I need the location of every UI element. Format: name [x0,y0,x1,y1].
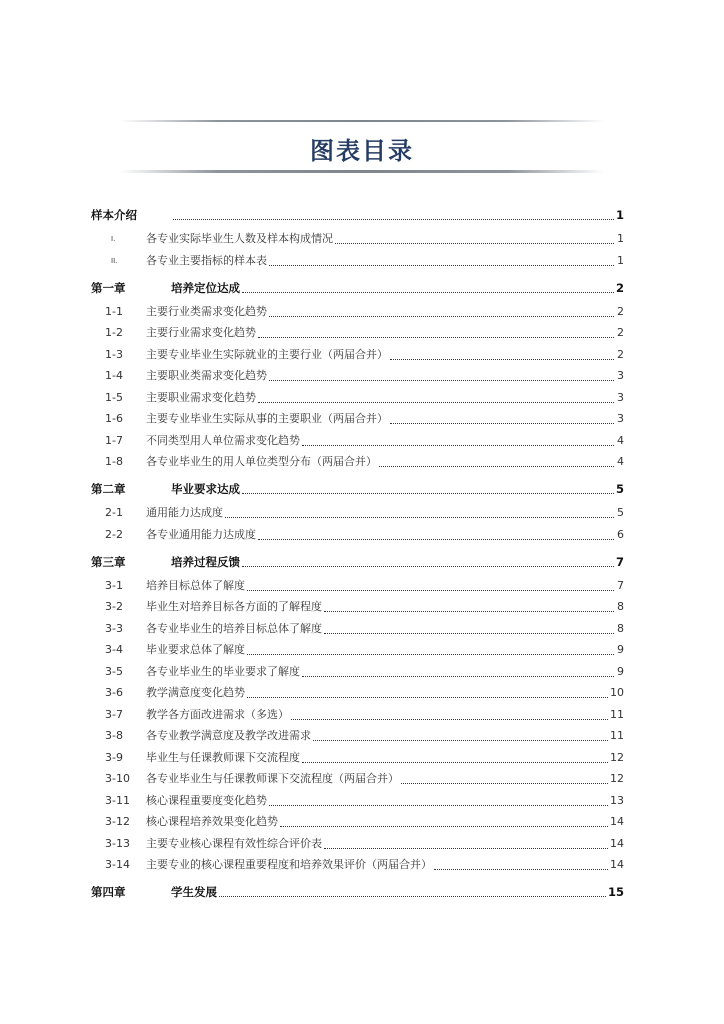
toc-page-number: 14 [610,815,624,828]
toc-page-number: 14 [610,836,624,850]
toc-dot-leader [258,401,614,403]
toc-entry-row[interactable] [91,708,624,722]
toc-entry-row[interactable] [91,391,624,405]
toc-entry-label: 核心课程培养效果变化趋势 [146,815,278,828]
toc-dot-leader [302,675,614,677]
toc-dot-leader [434,868,608,870]
toc-entry-row[interactable] [91,815,624,829]
toc-entry-label: 主要行业类需求变化趋势 [146,304,267,318]
toc-dot-leader [247,653,614,655]
toc-entry-label: 主要行业需求变化趋势 [146,326,256,339]
toc-page-number: 2 [617,326,624,339]
toc-entry-row[interactable] [91,665,624,679]
toc-page-number: 14 [610,858,624,871]
toc-entry-label: 学生发展 [171,885,217,899]
toc-entry-number: 1-6 [105,412,123,425]
toc-page-number: 1 [615,208,624,222]
toc-entry-row[interactable] [91,369,624,383]
toc-dot-leader [173,218,614,220]
toc-entry-row[interactable] [91,506,624,520]
toc-entry-label: 不同类型用人单位需求变化趋势 [146,433,300,447]
toc-entry-label: 主要职业需求变化趋势 [146,390,256,404]
toc-entry-row[interactable] [91,579,624,593]
toc-page-number: 12 [610,772,624,785]
toc-dot-leader [225,516,614,518]
toc-entry-label: 各专业毕业生的培养目标总体了解度 [146,621,322,635]
toc-dot-leader [280,825,608,827]
toc-entry-number: 3-3 [105,621,123,635]
toc-entry-label: 教学满意度变化趋势 [146,686,245,699]
toc-entry-label: 各专业通用能力达成度 [146,527,256,541]
toc-entry-label: 主要专业毕业生实际就业的主要行业（两届合并） [146,347,388,361]
toc-entry-number: 3-10 [105,772,130,785]
toc-entry-label: 主要专业的核心课程重要程度和培养效果评价（两届合并） [146,858,432,871]
toc-entry-number: 第三章 [91,554,126,569]
toc-entry-label: 毕业要求达成 [171,482,240,496]
toc-entry-number: 3-11 [105,793,130,807]
toc-page-number: 13 [610,793,624,807]
toc-dot-leader [302,761,608,763]
toc-entry-row[interactable] [91,326,624,340]
toc-entry-row[interactable] [91,622,624,636]
toc-entry-number: 样本介绍 [91,208,137,222]
toc-dot-leader [269,804,608,806]
toc-page-number: 4 [617,455,624,468]
title-rule-top [120,120,604,122]
toc-entry-label: 毕业生与任课教师课下交流程度 [146,750,300,764]
toc-entry-label: 核心课程重要度变化趋势 [146,793,267,807]
toc-page-number: 9 [617,664,624,678]
toc-entry-label: 各专业教学满意度及教学改进需求 [146,729,311,742]
toc-entry-number: 1-8 [105,455,123,468]
toc-dot-leader [269,264,614,266]
toc-dot-leader [302,444,614,446]
toc-entry-label: 主要专业核心课程有效性综合评价表 [146,836,322,850]
toc-page-number: 1 [617,232,624,245]
toc-entry-number: 1-4 [105,369,123,382]
toc-dot-leader [242,291,614,293]
toc-entry-number: 3-1 [105,578,123,592]
toc-entry-number: 3-14 [105,858,130,871]
toc-page-number: 8 [617,600,624,613]
toc-entry-number: 3-8 [105,729,123,742]
toc-entry-row[interactable] [91,751,624,765]
toc-entry-number: II. [111,256,118,265]
toc-dot-leader [247,696,608,698]
toc-entry-number: 第一章 [91,280,126,295]
toc-entry-row[interactable] [91,837,624,851]
toc-dot-leader [379,465,614,467]
toc-entry-number: 1-1 [105,304,123,318]
toc-dot-leader [390,358,614,360]
toc-entry-number: 1-3 [105,347,123,361]
toc-entry-number: 3-7 [105,707,123,721]
toc-entry-number: 3-4 [105,643,123,656]
toc-entry-row[interactable] [91,643,624,657]
toc-entry-label: 教学各方面改进需求（多选） [146,707,289,721]
toc-entry-number: 第四章 [91,885,126,899]
toc-entry-row[interactable] [91,412,624,426]
toc-page-number: 2 [615,280,624,295]
toc-chapter-row[interactable] [91,482,624,496]
toc-chapter-row[interactable] [91,555,624,569]
toc-entry-row[interactable] [91,528,624,542]
toc-entry-number: 1-5 [105,390,123,404]
toc-dot-leader [242,492,614,494]
toc-entry-row[interactable] [91,794,624,808]
toc-entry-row[interactable] [91,686,624,700]
toc-entry-label: 主要职业类需求变化趋势 [146,369,267,382]
toc-entry-number: 3-9 [105,750,123,764]
toc-dot-leader [324,632,614,634]
title-rule-bottom [120,170,604,173]
toc-entry-row[interactable] [91,434,624,448]
toc-entry-number: 3-5 [105,664,123,678]
toc-dot-leader [401,782,608,784]
toc-dot-leader [324,847,608,849]
toc-entry-label: 毕业生对培养目标各方面的了解程度 [146,600,322,613]
toc-page-number: 7 [615,554,624,569]
toc-chapter-row[interactable] [91,208,624,222]
toc-entry-number: 第二章 [91,482,126,496]
toc-page-number: 9 [617,643,624,656]
toc-page-number: 10 [610,686,624,699]
toc-entry-number: 2-1 [105,506,123,519]
toc-dot-leader [247,589,614,591]
toc-dot-leader [324,610,614,612]
toc-dot-leader [269,379,614,381]
toc-entry-row[interactable] [91,232,624,246]
toc-page-number: 12 [610,750,624,764]
toc-entry-number: 3-13 [105,836,130,850]
toc-entry-number: 1-7 [105,433,123,447]
toc-entry-row[interactable] [91,858,624,872]
toc-entry-label: 培养定位达成 [171,280,240,295]
toc-entry-label: 各专业毕业生的毕业要求了解度 [146,664,300,678]
toc-page-number: 2 [617,347,624,361]
toc-entry-row[interactable] [91,729,624,743]
toc-entry-row[interactable] [91,305,624,319]
toc-entry-row[interactable] [91,600,624,614]
toc-page-number: 5 [615,482,624,496]
toc-entry-number: 3-6 [105,686,123,699]
toc-page-number: 5 [617,506,624,519]
toc-dot-leader [390,422,614,424]
toc-entry-number: I. [111,235,116,243]
toc-page-number: 2 [617,304,624,318]
table-of-contents [91,208,624,899]
toc-chapter-row[interactable] [91,885,624,899]
toc-entry-number: 3-2 [105,600,123,613]
toc-chapter-row[interactable] [91,281,624,295]
toc-dot-leader [291,718,608,720]
toc-entry-row[interactable] [91,772,624,786]
toc-page-number: 3 [617,369,624,382]
toc-entry-label: 主要专业毕业生实际从事的主要职业（两届合并） [146,412,388,425]
toc-page-number: 11 [610,729,624,742]
toc-entry-number: 2-2 [105,527,123,541]
toc-dot-leader [258,336,614,338]
toc-page-number: 6 [617,527,624,541]
toc-dot-leader [219,895,606,897]
toc-page-number: 7 [617,578,624,592]
toc-entry-label: 毕业要求总体了解度 [146,643,245,656]
toc-entry-number: 3-12 [105,815,130,828]
toc-dot-leader [242,565,614,567]
toc-entry-row[interactable] [91,455,624,469]
page-title: 图表目录 [310,137,414,165]
toc-dot-leader [258,538,614,540]
toc-page-number: 1 [617,253,624,267]
toc-page-number: 3 [617,390,624,404]
toc-entry-label: 各专业毕业生与任课教师课下交流程度（两届合并） [146,772,399,785]
toc-entry-number: 1-2 [105,326,123,339]
toc-page-number: 3 [617,412,624,425]
toc-entry-label: 各专业主要指标的样本表 [146,253,267,267]
toc-dot-leader [313,739,608,741]
toc-entry-row[interactable] [91,254,624,268]
toc-page-number: 11 [610,707,624,721]
toc-page-number: 8 [617,621,624,635]
toc-entry-label: 各专业实际毕业生人数及样本构成情况 [146,232,333,245]
toc-dot-leader [269,315,614,317]
toc-entry-row[interactable] [91,348,624,362]
toc-page-number: 4 [617,433,624,447]
toc-entry-label: 培养目标总体了解度 [146,578,245,592]
toc-entry-label: 通用能力达成度 [146,506,223,519]
toc-entry-label: 培养过程反馈 [171,554,240,569]
toc-page-number: 15 [607,885,624,899]
toc-entry-label: 各专业毕业生的用人单位类型分布（两届合并） [146,455,377,468]
toc-dot-leader [335,242,614,244]
